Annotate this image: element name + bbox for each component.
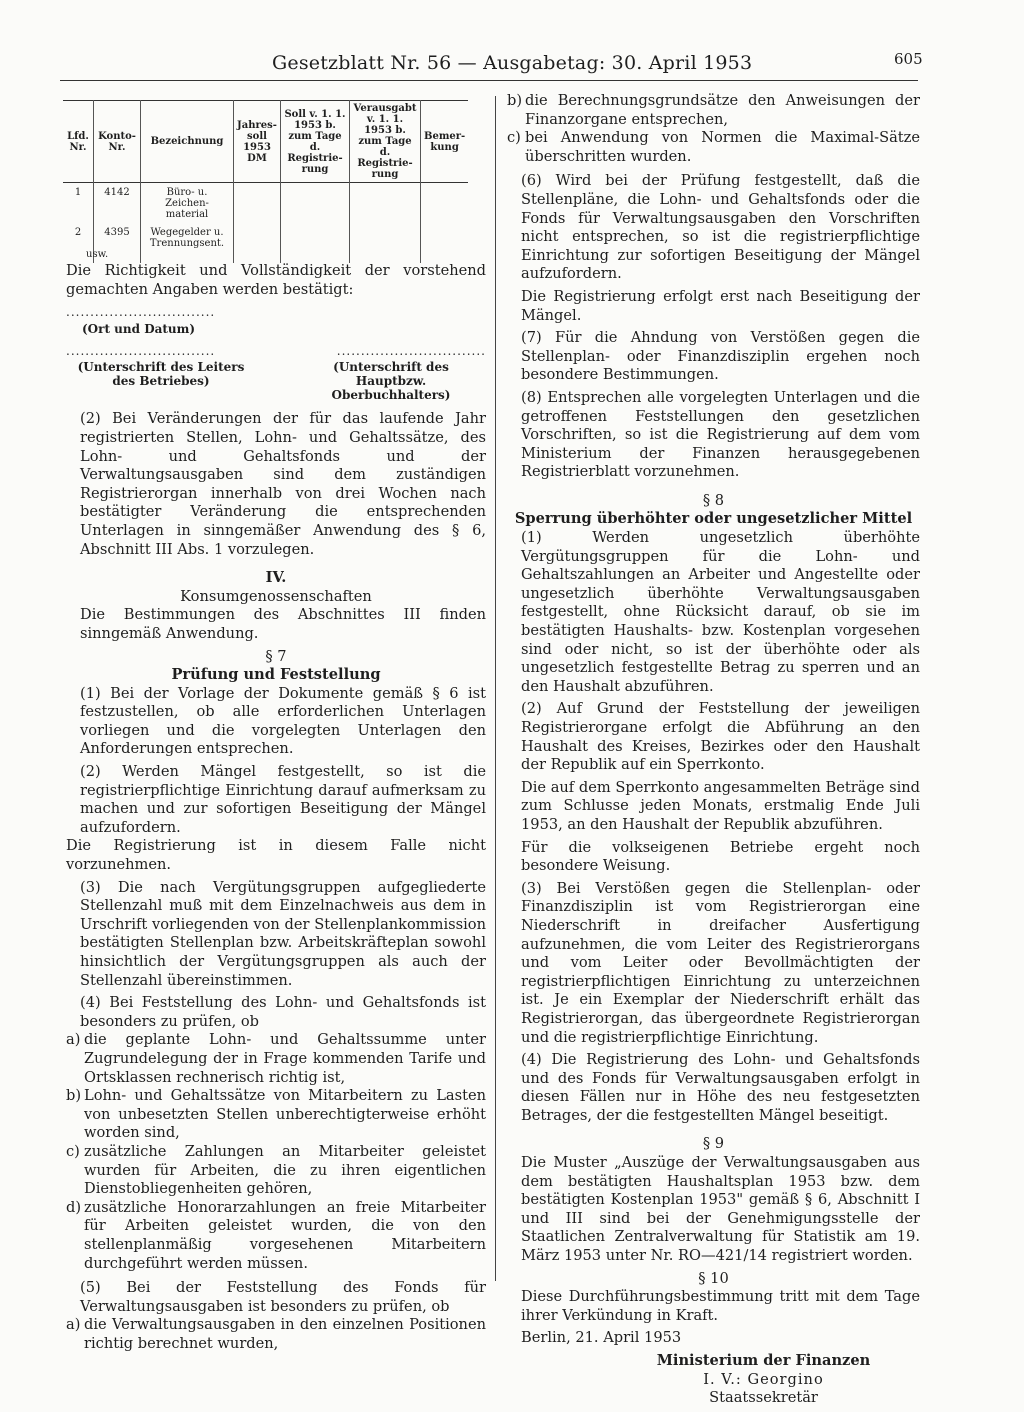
list-item bbox=[507, 129, 920, 166]
signatory: I. V.: Georgino bbox=[703, 1370, 824, 1388]
table-continuation: usw. bbox=[86, 249, 109, 260]
paragraph: (2) Werden Mängel festgestellt, so ist die registrierpflichtige Einrichtung darauf aufmerksam zu machen und zur sofortigen Beseitigung der Mängel aufzufordern. bbox=[80, 763, 486, 836]
table-cell: Büro- u. Zeichen-material bbox=[141, 183, 234, 224]
place-date-label: (Ort und Datum) bbox=[82, 321, 196, 336]
paragraph: (2) Auf Grund der Feststellung der jeweiligen Registrierorgane erfolgt die Abführung an den Haushalt des Kreises, Bezirkes oder den Haushalt der Republik auf ein Sperrkonto. bbox=[521, 700, 920, 774]
confirmation-text: Die Richtigkeit und Vollständigkeit der vorstehend gemachten Angaben werden bestätigt: bbox=[66, 262, 486, 298]
paragraph-number: § 10 bbox=[698, 1269, 729, 1287]
paragraph-title: Sperrung überhöhter oder ungesetzlicher Mittel bbox=[514, 510, 913, 528]
list-item bbox=[66, 1031, 486, 1087]
signature-label-accountant: (Unterschrift des Hauptbzw. Oberbuchhalters) bbox=[331, 360, 451, 403]
signature-label-manager: (Unterschrift des Leiters des Betriebes) bbox=[77, 360, 245, 389]
table-row bbox=[63, 223, 468, 263]
paragraph: Für die volkseigenen Betriebe ergeht noch besondere Weisung. bbox=[521, 838, 920, 875]
list-label: b) bbox=[66, 1087, 82, 1105]
paragraph-number: § 7 bbox=[265, 647, 287, 665]
paragraph: Die Registrierung erfolgt erst nach Beseitigung der Mängel. bbox=[521, 287, 920, 324]
section-title: Konsumgenossenschaften bbox=[180, 587, 372, 605]
list-text: zusätzliche Zahlungen an Mitarbeiter geleistet wurden für Arbeiten, die zu ihren eigentlichen Dienstobliegenheiten gehören, bbox=[84, 1142, 486, 1198]
table-row bbox=[63, 183, 468, 224]
paragraph: (6) Wird bei der Prüfung festgestellt, daß die Stellenpläne, die Lohn- und Gehaltsfonds oder die Fonds für Verwaltungsausgaben den Vorschriften nicht entsprechen, so ist die registrierpflichtige Einrichtung zur sofortigen Beseitigung der Mängel aufzufordern. bbox=[521, 172, 920, 283]
table-cell bbox=[281, 223, 350, 263]
table-header: Jahres-soll 1953 DM bbox=[234, 101, 281, 183]
list-text: die geplante Lohn- und Gehaltssumme unter Zugrundelegung der in Frage kommenden Tarife und Ortsklassen rechnerisch richtig ist, bbox=[84, 1031, 486, 1086]
table-header: Bemer-kung bbox=[421, 101, 469, 183]
list-label: a) bbox=[66, 1316, 81, 1334]
list-text: die Verwaltungsausgaben in den einzelnen Positionen richtig berechnet wurden, bbox=[84, 1316, 486, 1352]
list-label: d) bbox=[66, 1198, 82, 1216]
gazette-header: Gesetzblatt Nr. 56 — Ausgabetag: 30. April 1953 bbox=[272, 52, 753, 74]
list-text: Lohn- und Gehaltssätze von Mitarbeitern zu Lasten von unbesetzten Stellen unberechtigterweise erhöht worden sind, bbox=[84, 1087, 486, 1142]
paragraph: (3) Bei Verstößen gegen die Stellenplan- oder Finanzdisziplin ist vom Registrierorgan eine Niederschrift in dreifacher Ausfertigung aufzunehmen, die vom Leiter des Registrierorgans und vom Leiter oder Bevollmächtigten der registrierpflichtigen Einrichtung zu unterzeichnen ist. Je ein Exemplar der Niederschrift erhält das Registrierorgan, das übergeordnete Registrierorgan und die registrierpflichtige Einrichtung. bbox=[521, 879, 920, 1046]
paragraph: Die Registrierung ist in diesem Falle nicht vorzunehmen. bbox=[66, 837, 486, 874]
table-header: Bezeichnung bbox=[141, 101, 234, 183]
paragraph: (8) Entsprechen alle vorgelegten Unterlagen und die getroffenen Feststellungen den gesetzlichen Vorschriften, so ist die Registrierung auf dem vom Ministerium der Finanzen herausgegebenen Registrierblatt vorzunehmen. bbox=[521, 388, 920, 481]
place-date: Berlin, 21. April 1953 bbox=[521, 1329, 682, 1347]
paragraph: (1) Werden ungesetzlich überhöhte Vergütungsgruppen für die Lohn- und Gehaltszahlungen an Arbeiter und Angestellte oder ungesetzlich überhöhte Verwaltungsausgaben festgestellt, ohne Rücksicht darauf, ob sie im bestätigten Haushalts- bzw. Kostenplan vorgesehen sind oder nicht, so ist der überhöhte oder als ungesetzlich festgestellte Betrag zu sperren und an den Haushalt abzuführen. bbox=[521, 529, 920, 695]
header-rule bbox=[60, 80, 918, 81]
table-header: Verausgabt v. 1. 1. 1953 b. zum Tage d. Registrie-rung bbox=[350, 101, 421, 183]
paragraph: Die Bestimmungen des Abschnittes III finden sinngemäß Anwendung. bbox=[80, 606, 486, 642]
paragraph: Diese Durchführungsbestimmung tritt mit dem Tage ihrer Verkündung in Kraft. bbox=[521, 1288, 920, 1324]
table-cell: 2 bbox=[74, 227, 82, 238]
signatory-title: Staatssekretär bbox=[709, 1389, 818, 1407]
paragraph: Die Muster „Auszüge der Verwaltungsausgaben aus dem bestätigten Haushaltsplan 1953 bzw. dem bestätigten Kostenplan 1953" gemäß § 6, Abschnitt I und III sind bei der Genehmigungsstelle der Staatlichen Zentralverwaltung für Statistik am 19. März 1953 unter Nr. RO—421/14 registriert worden. bbox=[521, 1154, 920, 1265]
paragraph-number: § 9 bbox=[702, 1135, 725, 1153]
dotted-line: ............................... bbox=[66, 305, 216, 320]
column-divider bbox=[495, 96, 496, 1281]
list-item bbox=[66, 1087, 486, 1143]
list-label: c) bbox=[66, 1142, 80, 1160]
table-cell bbox=[234, 183, 281, 224]
table-header: Soll v. 1. 1. 1953 b. zum Tage d. Registrie-rung bbox=[281, 101, 350, 183]
list-text: bei Anwendung von Normen die Maximal-Sätze überschritten wurden. bbox=[525, 129, 920, 165]
list-item bbox=[507, 92, 920, 129]
left-column bbox=[66, 262, 486, 1353]
list-label: a) bbox=[66, 1031, 81, 1049]
list-text: zusätzliche Honorarzahlungen an freie Mitarbeiter für Arbeiten geleistet wurden, die von den stellenplanmäßig vorgesehenen Mitarbeitern durchgeführt werden müssen. bbox=[84, 1198, 486, 1272]
paragraph: Die auf dem Sperrkonto angesammelten Beträge sind zum Schlusse jeden Monats, erstmalig Ende Juli 1953, an den Haushalt der Republik abzuführen. bbox=[521, 778, 920, 833]
paragraph: (4) Die Registrierung des Lohn- und Gehaltsfonds und des Fonds für Verwaltungsausgaben erfolgt in diesen Fällen nur in Höhe des neu festgesetzten Betrages, der die festgestellten Mängel beseitigt. bbox=[521, 1051, 920, 1124]
paragraph: (1) Bei der Vorlage der Dokumente gemäß § 6 ist festzustellen, ob alle erforderlichen Unterlagen vorliegen und die vorgelegten Unterlagen den Anforderungen entsprechen. bbox=[80, 684, 486, 758]
table-header: Konto-Nr. bbox=[94, 101, 141, 183]
table-cell: 4142 bbox=[94, 183, 141, 224]
list-item bbox=[66, 1316, 486, 1353]
dotted-line: ............................... bbox=[66, 343, 216, 358]
paragraph: (3) Die nach Vergütungsgruppen aufgegliederte Stellenzahl muß mit dem Einzelnachweis aus dem in Urschrift vorliegenden von der Stellenplankommission bestätigten Stellenplan bzw. Arbeitskräfteplan sowohl hinsichtlich der Vergütungsgruppen als auch der Stellenzahl übereinstimmen. bbox=[80, 878, 486, 989]
paragraph: (2) Bei Veränderungen der für das laufende Jahr registrierten Stellen, Lohn- und Gehaltssätze, des Lohn- und Gehaltsfonds und der Verwaltungsausgaben sind dem zuständigen Registrierorgan innerhalb von drei Wochen nach bestätigter Veränderung die entsprechenden Unterlagen in sinngemäßer Anwendung des § 6, Abschnitt III Abs. 1 vorzulegen. bbox=[80, 410, 486, 558]
table-cell: 4395 bbox=[94, 223, 141, 263]
paragraph: (5) Bei der Feststellung des Fonds für Verwaltungsausgaben ist besonders zu prüfen, ob bbox=[80, 1279, 486, 1315]
list-label: b) bbox=[507, 92, 523, 109]
table-cell bbox=[421, 223, 469, 263]
table-cell bbox=[234, 223, 281, 263]
dotted-line: ............................... bbox=[336, 343, 486, 358]
list-text: die Berechnungsgrundsätze den Anweisungen der Finanzorgane entsprechen, bbox=[525, 92, 920, 128]
list-label: c) bbox=[507, 129, 521, 147]
page-number: 605 bbox=[894, 50, 923, 68]
table-cell bbox=[421, 183, 469, 224]
paragraph: (4) Bei Feststellung des Lohn- und Gehaltsfonds ist besonders zu prüfen, ob bbox=[80, 994, 486, 1030]
table-cell bbox=[350, 183, 421, 224]
paragraph: (7) Für die Ahndung von Verstößen gegen die Stellenplan- oder Finanzdisziplin ergehen noch besondere Bestimmungen. bbox=[521, 329, 920, 384]
list-item bbox=[66, 1199, 486, 1273]
table-cell bbox=[350, 223, 421, 263]
right-column bbox=[507, 92, 920, 1408]
ministry-name: Ministerium der Finanzen bbox=[656, 1352, 871, 1369]
table-cell: 1 bbox=[74, 187, 82, 198]
section-number: IV. bbox=[265, 569, 287, 587]
table-cell: Wegegelder u. Trennungsent. bbox=[141, 223, 234, 263]
table-header-row bbox=[63, 101, 468, 183]
table-cell bbox=[281, 183, 350, 224]
table-header: Lfd. Nr. bbox=[67, 130, 89, 153]
registration-table bbox=[63, 100, 468, 263]
paragraph-title: Prüfung und Feststellung bbox=[171, 666, 381, 684]
list-item bbox=[66, 1143, 486, 1199]
paragraph-number: § 8 bbox=[702, 491, 725, 509]
